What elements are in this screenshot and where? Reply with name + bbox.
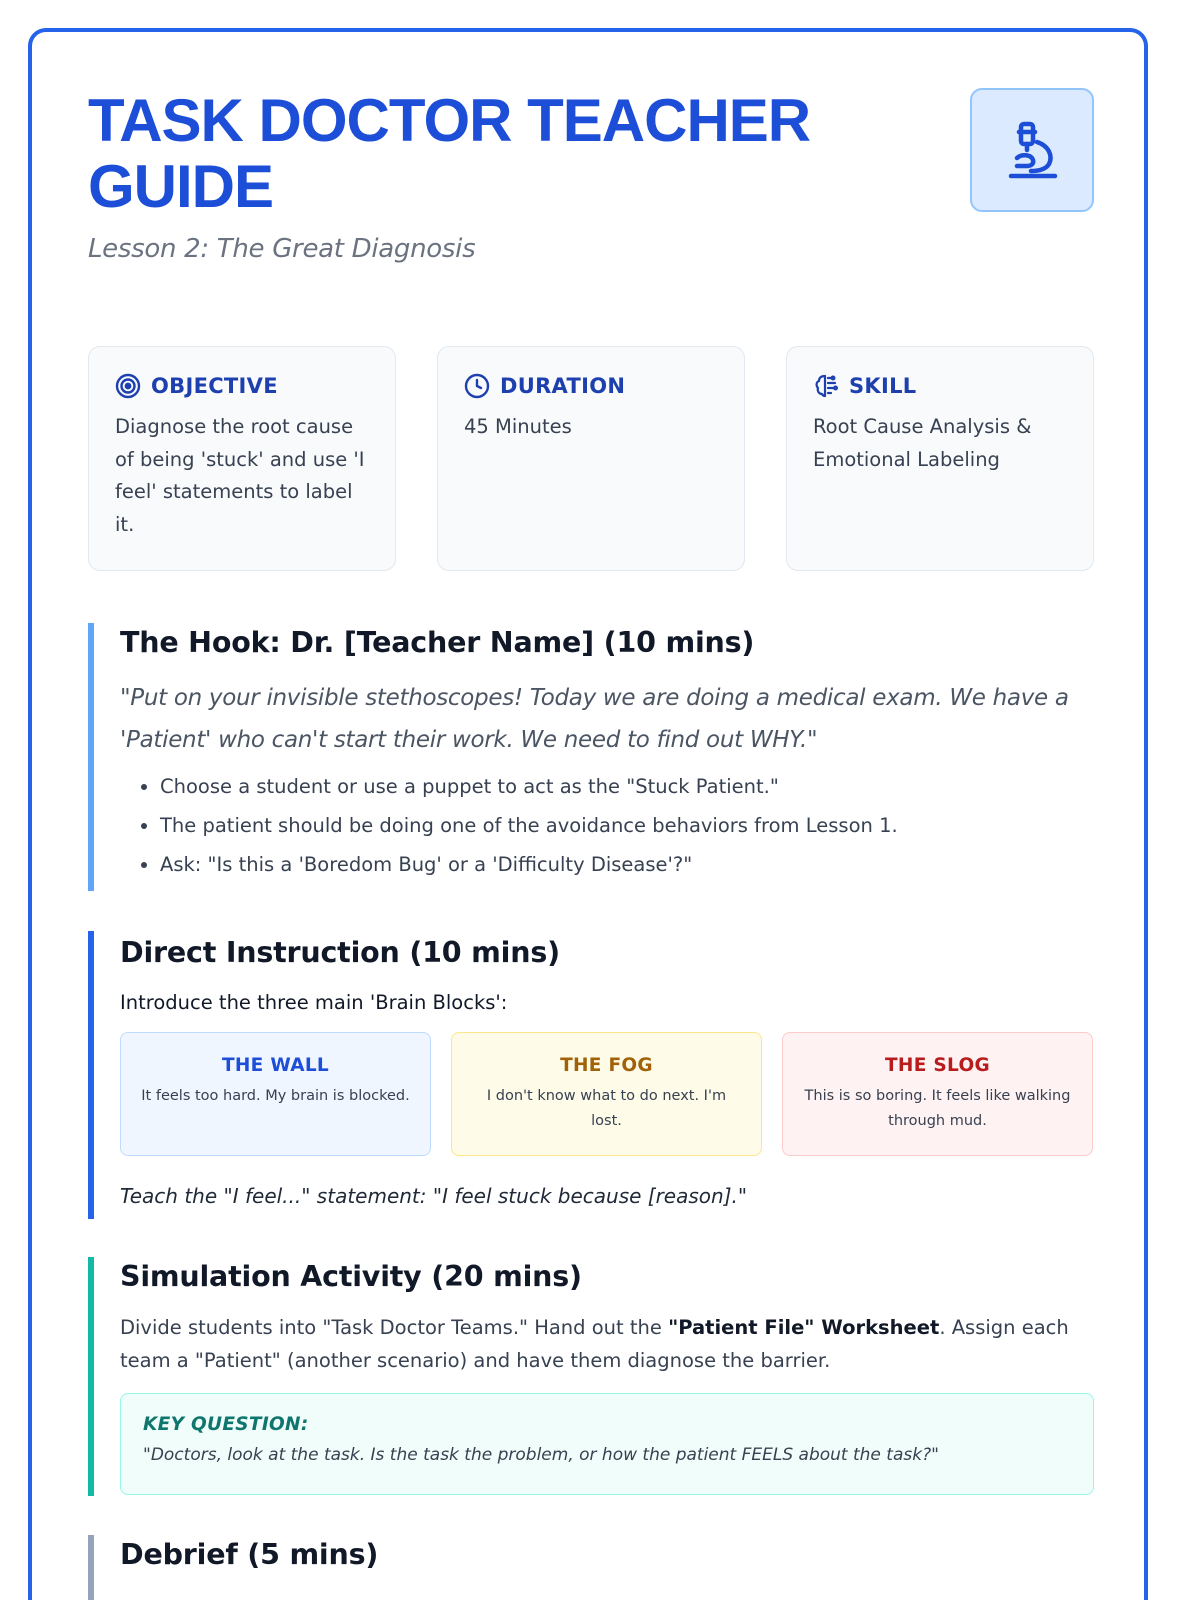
- block-title: THE FOG: [560, 1055, 653, 1076]
- simulation-text-part: Divide students into "Task Doctor Teams." Hand out the: [120, 1316, 669, 1339]
- duration-card: [437, 346, 745, 571]
- key-question-text: "Doctors, look at the task. Is the task the problem, or how the patient FEELS about the task?": [143, 1445, 939, 1465]
- list-item: • The patient should be doing one of the avoidance behaviors from Lesson 1.: [160, 806, 1094, 845]
- clock-icon: [464, 373, 490, 399]
- objective-card: [88, 346, 396, 571]
- guide-content: [88, 87, 1094, 1571]
- section-accent-bar: [88, 931, 94, 1219]
- guide-frame: [28, 28, 1148, 1600]
- direct-intro: Introduce the three main 'Brain Blocks':: [120, 991, 508, 1014]
- direct-instruction-section: [88, 931, 1094, 1219]
- card-text: Root Cause Analysis & Emotional Labeling: [813, 415, 1032, 471]
- block-text: I don't know what to do next. I'm lost.: [486, 1088, 727, 1129]
- teach-statement: Teach the "I feel..." statement: "I feel stuck because [reason].": [120, 1184, 748, 1208]
- page-title: TASK DOCTOR TEACHER GUIDE: [88, 87, 811, 220]
- key-question-label: KEY QUESTION:: [143, 1414, 309, 1435]
- section-accent-bar: [88, 1257, 94, 1496]
- card-title: OBJECTIVE: [151, 374, 278, 398]
- hook-quote: "Put on your invisible stethoscopes! Today we are doing a medical exam. We have a 'Patient' who can't start their work. We need to find out WHY.": [120, 685, 1069, 753]
- card-title: SKILL: [849, 374, 917, 398]
- logo-badge: [970, 88, 1094, 212]
- key-question-box: [120, 1393, 1094, 1495]
- card-title: DURATION: [500, 374, 626, 398]
- section-title: Debrief (5 mins): [120, 1538, 379, 1571]
- simulation-text: [120, 1311, 1094, 1377]
- overview-cards: [88, 346, 1094, 571]
- skill-card: [786, 346, 1094, 571]
- block-text: This is so boring. It feels like walking through mud.: [804, 1088, 1071, 1129]
- section-title: The Hook: Dr. [Teacher Name] (10 mins): [120, 626, 755, 659]
- card-text: 45 Minutes: [464, 415, 572, 438]
- brain-icon: [813, 373, 839, 399]
- list-item: • Choose a student or use a puppet to act as the "Stuck Patient.": [160, 767, 1094, 806]
- simulation-section: [88, 1257, 1094, 1496]
- block-title: THE WALL: [221, 1055, 330, 1076]
- brain-blocks: [120, 1032, 1094, 1156]
- page-subtitle: Lesson 2: The Great Diagnosis: [88, 234, 476, 264]
- worksheet-name: "Patient File" Worksheet: [668, 1316, 940, 1339]
- target-icon: [115, 373, 141, 399]
- hook-bullets: [120, 767, 1094, 884]
- block-the-fog: [451, 1032, 762, 1156]
- block-the-slog: [782, 1032, 1093, 1156]
- section-title: Direct Instruction (10 mins): [120, 936, 560, 969]
- microscope-icon: [1003, 118, 1061, 182]
- section-accent-bar: [88, 623, 94, 891]
- list-item: • Ask: "Is this a 'Boredom Bug' or a 'Difficulty Disease'?": [160, 845, 1094, 884]
- block-the-wall: [120, 1032, 431, 1156]
- section-title: Simulation Activity (20 mins): [120, 1260, 582, 1293]
- section-accent-bar: [88, 1535, 94, 1600]
- debrief-section: [88, 1535, 1094, 1600]
- simulation-text-part: . Assign each team a "Patient" (another scenario) and have them diagnose the barrier.: [120, 1316, 1069, 1372]
- hook-section: [88, 623, 1094, 891]
- guide-header: [88, 88, 1094, 318]
- card-text: Diagnose the root cause of being 'stuck' and use 'I feel' statements to label it.: [115, 415, 365, 536]
- block-text: It feels too hard. My brain is blocked.: [141, 1088, 410, 1104]
- block-title: THE SLOG: [885, 1055, 990, 1076]
